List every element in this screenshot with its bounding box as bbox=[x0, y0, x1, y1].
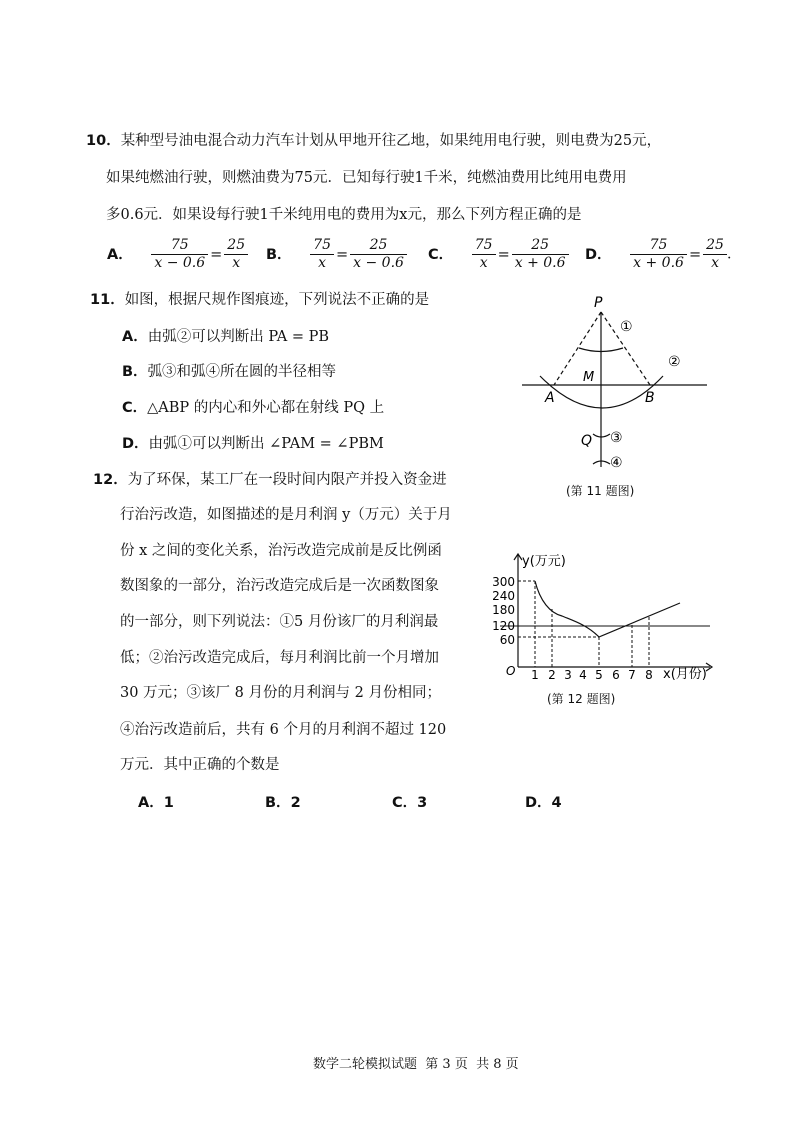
origin-label: O bbox=[506, 664, 516, 678]
q12-option-c[interactable]: C．3 bbox=[392, 795, 428, 811]
q12-line1: 12．为了环保，某工厂在一段时间内限产并投入资金进 bbox=[93, 472, 447, 488]
q12-line2: 行治污改造，如图描述的是月利润 y（万元）关于月 bbox=[120, 507, 452, 523]
q10-option-c[interactable]: C． $\frac{75}{x}$ = $\frac{25}{x + 0.6}$ bbox=[428, 237, 569, 272]
x-tick-1: 1 bbox=[531, 668, 539, 682]
q12-line5: 的一部分，则下列说法：①5 月份该厂的月利润最 bbox=[120, 614, 439, 630]
q11-option-a[interactable]: A．由弧②可以判断出 PA = PB bbox=[122, 329, 330, 345]
y-tick-60: 60 bbox=[499, 633, 515, 647]
q12-line9: 万元．其中正确的个数是 bbox=[120, 757, 280, 773]
label-q: Q bbox=[581, 433, 593, 449]
q12-option-a[interactable]: A．1 bbox=[138, 795, 174, 811]
label-a: A bbox=[545, 390, 555, 406]
x-tick-8: 8 bbox=[645, 668, 653, 682]
x-tick-6: 6 bbox=[612, 668, 620, 682]
q11-option-c[interactable]: C．△ABP 的内心和外心都在射线 PQ 上 bbox=[122, 400, 385, 416]
x-tick-5: 5 bbox=[595, 668, 603, 682]
arc-label-3: ③ bbox=[610, 430, 623, 446]
q11-caption: (第 11 题图) bbox=[566, 484, 635, 498]
label-b: B bbox=[645, 390, 655, 406]
q10-option-a[interactable]: A． $\frac{75}{x - 0.6}$ = $\frac{25}{x}$ bbox=[107, 237, 248, 272]
x-tick-4: 4 bbox=[579, 668, 587, 682]
arc-label-2: ② bbox=[668, 354, 681, 370]
footer-title: 数学二轮模拟试题 bbox=[313, 1057, 418, 1072]
q10-option-d[interactable]: D． $\frac{75}{x + 0.6}$ = $\frac{25}{x}$ ． bbox=[585, 237, 742, 271]
line-after bbox=[599, 603, 680, 637]
q11-option-d[interactable]: D．由弧①可以判断出 ∠PAM = ∠PBM bbox=[122, 436, 384, 452]
arc-label-1: ① bbox=[620, 319, 633, 335]
y-tick-300: 300 bbox=[492, 575, 515, 589]
q10-line2: 如果纯燃油行驶，则燃油费为75元．已知每行驶1千米，纯燃油费用比纯用电费用 bbox=[106, 170, 627, 186]
q12-figure bbox=[482, 545, 722, 685]
x-axis-label: x(月份) bbox=[663, 667, 707, 682]
y-tick-120: 120 bbox=[492, 619, 515, 633]
y-axis-label: y(万元) bbox=[522, 554, 566, 569]
q12-number: 12 bbox=[93, 472, 114, 488]
y-tick-180: 180 bbox=[492, 603, 515, 617]
q11-figure bbox=[515, 292, 715, 477]
q11-number: 11 bbox=[90, 292, 111, 308]
q12-caption: (第 12 题图) bbox=[547, 692, 616, 706]
q10-line1: 10．某种型号油电混合动力汽车计划从甲地开往乙地，如果纯用电行驶，则电费为25元， bbox=[86, 133, 662, 149]
q12-line7: 30 万元；③该厂 8 月份的月利润与 2 月份相同； bbox=[120, 685, 441, 701]
footer-page: 第 3 页 bbox=[425, 1057, 468, 1072]
label-m: M bbox=[583, 370, 595, 385]
curve-before bbox=[535, 581, 599, 637]
x-tick-7: 7 bbox=[628, 668, 636, 682]
q11-option-b[interactable]: B．弧③和弧④所在圆的半径相等 bbox=[122, 364, 337, 380]
q12-line4: 数图象的一部分，治污改造完成后是一次函数图象 bbox=[120, 578, 439, 594]
q12-option-b[interactable]: B．2 bbox=[265, 795, 301, 811]
q12-option-d[interactable]: D．4 bbox=[525, 795, 562, 811]
footer-total: 共 8 页 bbox=[476, 1057, 519, 1072]
y-tick-240: 240 bbox=[492, 589, 515, 603]
q10-number: 10 bbox=[86, 133, 107, 149]
x-tick-2: 2 bbox=[548, 668, 556, 682]
q12-line6: 低；②治污改造完成后，每月利润比前一个月增加 bbox=[120, 650, 439, 666]
q12-line3: 份 x 之间的变化关系，治污改造完成前是反比例函 bbox=[120, 543, 442, 559]
label-p: P bbox=[594, 295, 603, 311]
q10-option-b[interactable]: B． $\frac{75}{x}$ = $\frac{25}{x - 0.6}$ bbox=[266, 237, 407, 272]
page-footer bbox=[313, 1053, 519, 1072]
q10-text-1: 某种型号油电混合动力汽车计划从甲地开往乙地，如果纯用电行驶，则电费为25元， bbox=[120, 133, 662, 149]
q12-line8: ④治污改造前后，共有 6 个月的月利润不超过 120 bbox=[120, 722, 447, 738]
q10-line3: 多0.6元．如果设每行驶1千米纯用电的费用为x元，那么下列方程正确的是 bbox=[106, 207, 582, 223]
arc-label-4: ④ bbox=[610, 455, 623, 471]
q11-stem: 11．如图，根据尺规作图痕迹，下列说法不正确的是 bbox=[90, 292, 430, 308]
x-tick-3: 3 bbox=[564, 668, 572, 682]
